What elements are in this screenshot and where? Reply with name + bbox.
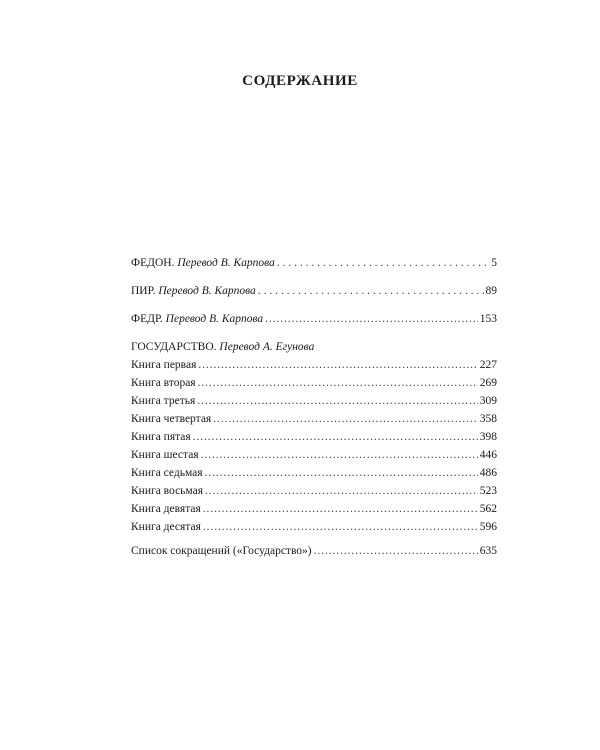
toc-entry-work: ПИР. xyxy=(131,285,156,297)
toc-entry-translator: Перевод В. Карпова xyxy=(177,257,275,269)
toc-book-label: Книга третья xyxy=(131,395,196,407)
toc-book-page: 446 xyxy=(479,449,497,461)
dot-leader xyxy=(201,448,478,462)
dot-leader xyxy=(198,376,478,390)
toc-book-page: 562 xyxy=(479,503,497,515)
toc-book-page: 596 xyxy=(479,521,497,533)
toc-book-page: 269 xyxy=(479,377,497,389)
dot-leader xyxy=(203,520,478,534)
toc-book-page: 523 xyxy=(479,485,497,497)
toc-entry-work: ФЕДР. xyxy=(131,313,163,325)
page-title: СОДЕРЖАНИЕ xyxy=(242,73,358,89)
toc-book-1[interactable] xyxy=(131,358,497,372)
dot-leader xyxy=(205,466,478,480)
toc-book-page: 358 xyxy=(479,413,497,425)
dot-leader xyxy=(258,284,484,298)
toc-book-5[interactable] xyxy=(131,430,497,444)
toc-entry-symposium[interactable] xyxy=(131,284,497,298)
toc-entry-abbreviations[interactable] xyxy=(131,544,497,558)
dot-leader xyxy=(198,358,477,372)
toc-book-9[interactable] xyxy=(131,502,497,516)
dot-leader xyxy=(314,544,478,558)
toc-book-6[interactable] xyxy=(131,448,497,462)
toc-book-3[interactable] xyxy=(131,394,497,408)
dot-leader xyxy=(203,502,478,516)
toc-entry-translator: Перевод А. Егунова xyxy=(219,341,315,353)
toc-book-label: Книга седьмая xyxy=(131,467,203,479)
dot-leader xyxy=(277,256,489,270)
toc-book-4[interactable] xyxy=(131,412,497,426)
toc-book-label: Книга четвертая xyxy=(131,413,212,425)
toc-book-page: 486 xyxy=(479,467,497,479)
toc-book-page: 227 xyxy=(479,359,497,371)
dot-leader xyxy=(265,312,478,326)
toc-book-label: Книга десятая xyxy=(131,521,201,533)
toc-book-8[interactable] xyxy=(131,484,497,498)
toc-book-10[interactable] xyxy=(131,520,497,534)
toc-book-label: Книга шестая xyxy=(131,449,199,461)
dot-leader xyxy=(205,484,478,498)
toc-entry-translator: Перевод В. Карпова xyxy=(158,285,256,297)
toc-book-label: Книга пятая xyxy=(131,431,191,443)
toc-entry-page: 635 xyxy=(479,545,497,557)
toc-entry-page: 5 xyxy=(491,257,497,269)
dot-leader xyxy=(193,430,478,444)
toc-entry-page: 153 xyxy=(479,313,497,325)
toc-entry-work: ФЕДОН. xyxy=(131,257,175,269)
toc-book-label: Книга первая xyxy=(131,359,197,371)
toc-book-page: 309 xyxy=(479,395,497,407)
toc-entry-work: ГОСУДАРСТВО. xyxy=(131,341,217,353)
toc-entry-label: Список сокращений («Государство») xyxy=(131,545,312,557)
toc-book-page: 398 xyxy=(479,431,497,443)
toc-book-label: Книга восьмая xyxy=(131,485,204,497)
toc-entry-page: 89 xyxy=(485,285,497,297)
toc-entry-phaedo[interactable] xyxy=(131,256,497,270)
toc-entry-translator: Перевод В. Карпова xyxy=(165,313,264,325)
dot-leader xyxy=(213,412,478,426)
toc-book-label: Книга вторая xyxy=(131,377,196,389)
toc-book-2[interactable] xyxy=(131,376,497,390)
toc-book-label: Книга девятая xyxy=(131,503,201,515)
toc-entry-phaedrus[interactable] xyxy=(131,312,497,326)
toc-heading-republic[interactable] xyxy=(131,340,314,354)
toc-book-7[interactable] xyxy=(131,466,497,480)
dot-leader xyxy=(197,394,477,408)
